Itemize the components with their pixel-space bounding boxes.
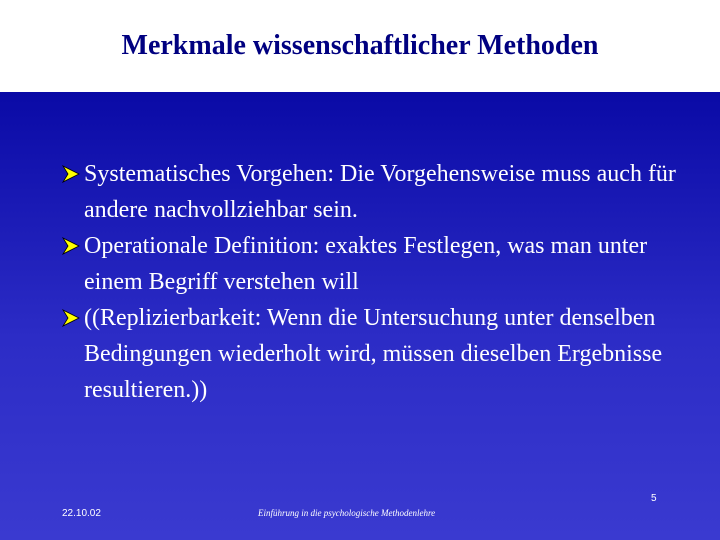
slide-title: Merkmale wissenschaftlicher Methoden <box>121 30 599 61</box>
bullet-text: Systematisches Vorgehen: Die Vorgehensweise muss auch für andere nachvollziehbar sein. <box>84 161 676 223</box>
bullet-item <box>62 228 682 300</box>
bullet-list <box>62 156 682 408</box>
title-bar <box>0 0 720 92</box>
page-number: 5 <box>651 493 657 504</box>
arrow-right-icon <box>62 165 80 183</box>
arrow-right-icon <box>62 309 80 327</box>
footer-date: 22.10.02 <box>62 508 101 519</box>
bullet-item <box>62 300 682 408</box>
bullet-text: Operationale Definition: exaktes Festlegen, was man unter einem Begriff verstehen will <box>84 233 648 295</box>
arrow-right-icon <box>62 237 80 255</box>
bullet-item <box>62 156 682 228</box>
bullet-text: ((Replizierbarkeit: Wenn die Untersuchung unter denselben Bedingungen wiederholt wird, müssen dieselben Ergebnisse resultieren.)) <box>84 305 663 403</box>
footer-course-title: Einführung in die psychologische Methodenlehre <box>258 508 436 518</box>
